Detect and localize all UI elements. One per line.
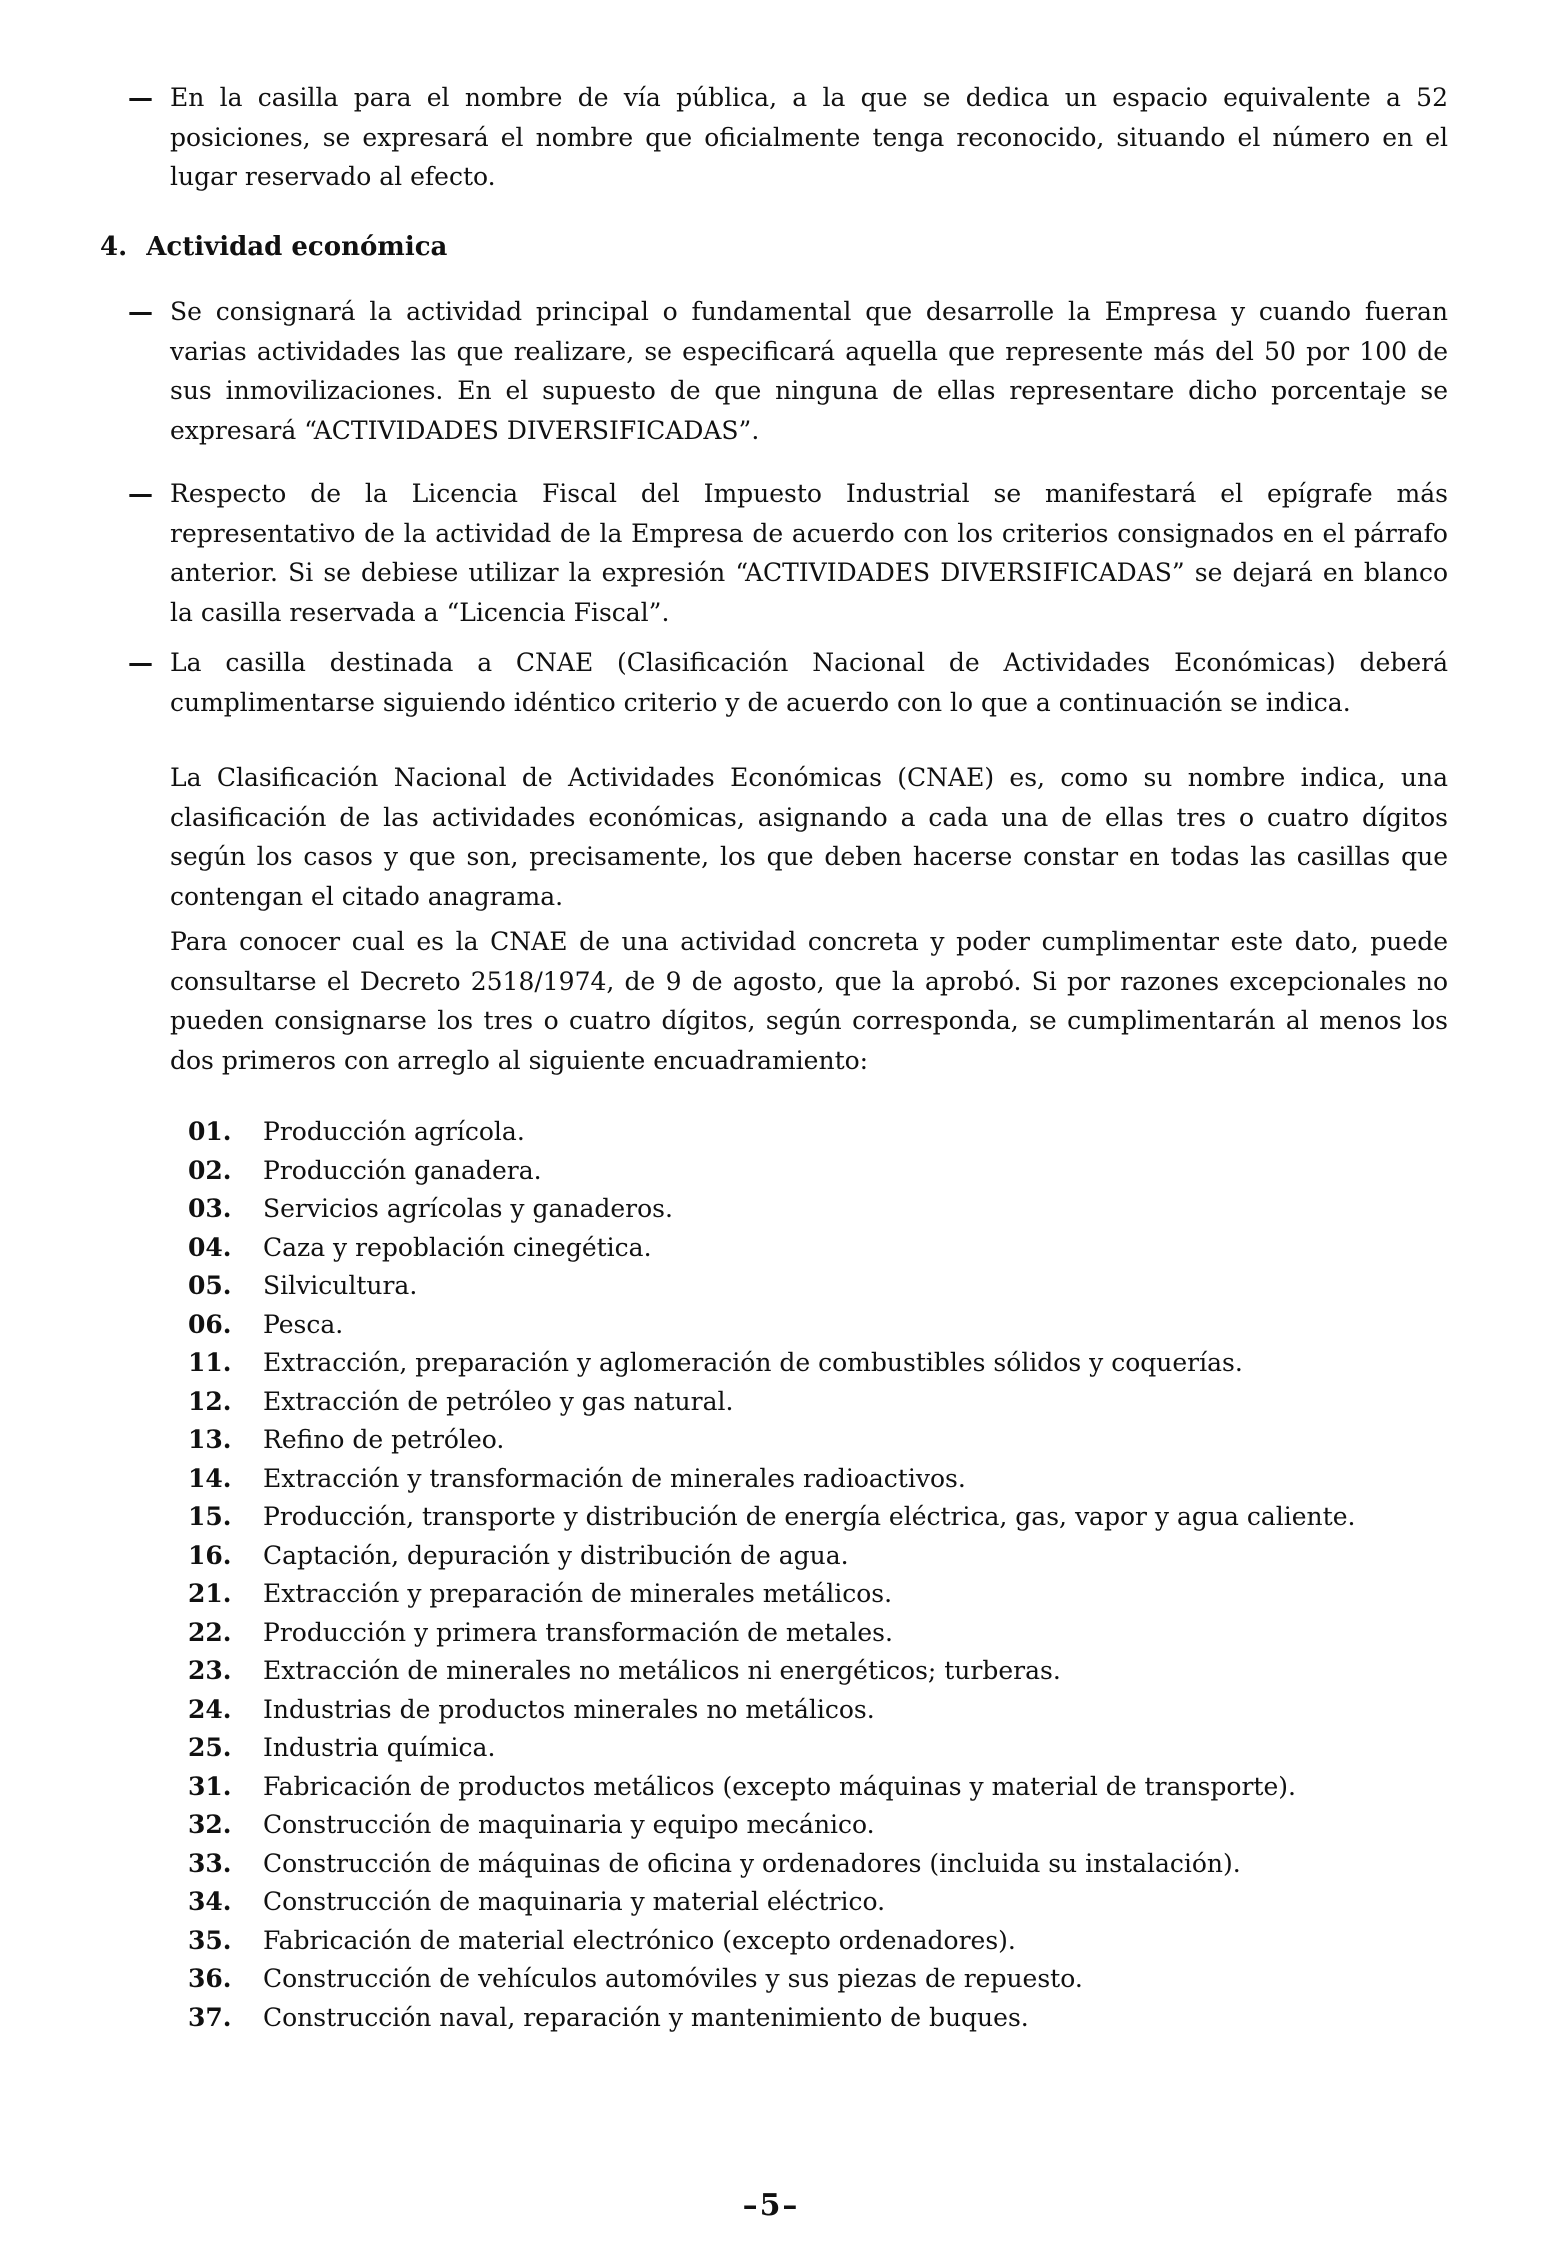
list-item	[188, 1421, 1448, 1460]
list-code: 23.	[188, 1656, 232, 1685]
list-item	[188, 1152, 1448, 1191]
list-code: 33.	[188, 1848, 232, 1878]
list-code: 03.	[188, 1194, 232, 1223]
list-label: Construcción de maquinaria y equipo mecánico.	[263, 1810, 875, 1839]
list-code: 35.	[188, 1925, 232, 1955]
list-item	[188, 1306, 1448, 1345]
list-code: 04.	[188, 1232, 232, 1262]
list-item	[188, 1999, 1448, 2038]
list-code: 11.	[188, 1348, 232, 1377]
list-label: Extracción y preparación de minerales metálicos.	[263, 1579, 893, 1608]
list-label: Construcción naval, reparación y mantenimiento de buques.	[263, 2002, 1029, 2032]
list-code: 32.	[188, 1810, 232, 1839]
bullet-dash: —	[128, 479, 153, 508]
list-label: Industria química.	[263, 1733, 496, 1762]
list-item	[188, 1229, 1448, 1268]
list-label: Refino de petróleo.	[263, 1425, 505, 1454]
list-code: 36.	[188, 1964, 232, 1993]
list-code: 22.	[188, 1617, 232, 1647]
list-label: Construcción de máquinas de oficina y ordenadores (incluida su instalación).	[263, 1848, 1241, 1878]
list-item	[188, 1344, 1448, 1383]
section-title: Actividad económica	[146, 232, 448, 262]
list-label: Servicios agrícolas y ganaderos.	[263, 1194, 673, 1223]
list-item	[188, 1768, 1448, 1807]
list-item	[188, 1498, 1448, 1537]
paragraph-cnae-consulta: Para conocer cual es la CNAE de una actividad concreta y poder cumplimentar este dato, puede consultarse el Decreto 2518/1974, de 9 de agosto, que la aprobó. Si por razones excepcionales no pueden consignarse los tres o cuatro dígitos, según corresponda, se cumplimentarán al menos los dos primeros con arreglo al siguiente encuadramiento:	[170, 927, 1448, 1075]
list-item	[188, 1113, 1448, 1152]
list-code: 24.	[188, 1694, 232, 1724]
list-code: 06.	[188, 1309, 232, 1339]
list-label: Industrias de productos minerales no metálicos.	[263, 1694, 875, 1724]
list-label: Extracción, preparación y aglomeración de combustibles sólidos y coquerías.	[263, 1348, 1243, 1377]
bullet-text: La casilla destinada a CNAE (Clasificación Nacional de Actividades Económicas) deberá cumplimentarse siguiendo idéntico criterio y de acuerdo con lo que a continuación se indica.	[170, 648, 1448, 717]
bullet-text: Se consignará la actividad principal o fundamental que desarrolle la Empresa y cuando fueran varias actividades las que realizare, se especificará aquella que represente más del 50 por 100 de sus inmovilizaciones. En el supuesto de que ninguna de ellas representare dicho porcentaje se expresará “ACTIVIDADES DIVERSIFICADAS”.	[170, 297, 1448, 445]
list-code: 16.	[188, 1540, 232, 1570]
list-code: 02.	[188, 1155, 232, 1185]
list-label: Producción ganadera.	[263, 1155, 542, 1185]
list-item	[188, 1575, 1448, 1614]
list-label: Silvicultura.	[263, 1271, 418, 1300]
bullet-dash: —	[128, 648, 153, 677]
section-heading	[100, 232, 447, 262]
list-code: 05.	[188, 1271, 232, 1300]
cnae-code-list	[188, 1113, 1448, 2037]
list-item	[188, 1614, 1448, 1653]
list-code: 31.	[188, 1771, 232, 1801]
list-item	[188, 1883, 1448, 1922]
bullet-text: Respecto de la Licencia Fiscal del Impuesto Industrial se manifestará el epígrafe más representativo de la actividad de la Empresa de acuerdo con los criterios consignados en el párrafo anterior. Si se debiese utilizar la expresión “ACTIVIDADES DIVERSIFICADAS” se dejará en blanco la casilla reservada a “Licencia Fiscal”.	[170, 479, 1448, 627]
list-item	[188, 1460, 1448, 1499]
list-code: 12.	[188, 1386, 232, 1416]
list-item	[188, 1383, 1448, 1422]
list-item	[188, 1691, 1448, 1730]
list-item	[188, 1922, 1448, 1961]
list-item	[188, 1190, 1448, 1229]
list-label: Producción y primera transformación de metales.	[263, 1617, 893, 1647]
list-item	[188, 1652, 1448, 1691]
list-label: Producción, transporte y distribución de energía eléctrica, gas, vapor y agua caliente.	[263, 1502, 1356, 1531]
bullet-actividad-principal	[128, 292, 1448, 450]
list-item	[188, 1537, 1448, 1576]
bullet-text: En la casilla para el nombre de vía pública, a la que se dedica un espacio equivalente a 52 posiciones, se expresará el nombre que oficialmente tenga reconocido, situando el número en el lugar reservado al efecto.	[170, 83, 1448, 191]
list-code: 34.	[188, 1887, 232, 1916]
bullet-cnae	[128, 643, 1448, 722]
section-number: 4.	[100, 232, 128, 262]
bullet-dash: —	[128, 83, 153, 112]
list-code: 15.	[188, 1502, 232, 1531]
list-label: Pesca.	[263, 1309, 344, 1339]
list-code: 21.	[188, 1579, 232, 1608]
list-label: Fabricación de material electrónico (excepto ordenadores).	[263, 1925, 1016, 1955]
list-code: 01.	[188, 1117, 232, 1146]
list-label: Construcción de maquinaria y material eléctrico.	[263, 1887, 886, 1916]
page-number: –5–	[742, 2188, 800, 2223]
list-code: 13.	[188, 1425, 232, 1454]
list-item	[188, 1806, 1448, 1845]
list-label: Extracción de minerales no metálicos ni energéticos; turberas.	[263, 1656, 1061, 1685]
list-label: Construcción de vehículos automóviles y sus piezas de repuesto.	[263, 1964, 1083, 1993]
list-label: Extracción y transformación de minerales radioactivos.	[263, 1463, 966, 1493]
paragraph-cnae-definition: La Clasificación Nacional de Actividades Económicas (CNAE) es, como su nombre indica, una clasificación de las actividades económicas, asignando a cada una de ellas tres o cuatro dígitos según los casos y que son, precisamente, los que deben hacerse constar en todas las casillas que contengan el citado anagrama.	[170, 763, 1448, 911]
list-label: Caza y repoblación cinegética.	[263, 1232, 652, 1262]
list-item	[188, 1960, 1448, 1999]
list-item	[188, 1267, 1448, 1306]
list-code: 37.	[188, 2002, 232, 2032]
bullet-via-publica	[128, 78, 1448, 197]
list-label: Extracción de petróleo y gas natural.	[263, 1386, 734, 1416]
list-item	[188, 1729, 1448, 1768]
list-item	[188, 1845, 1448, 1884]
bullet-dash: —	[128, 297, 153, 326]
list-code: 25.	[188, 1733, 232, 1762]
bullet-licencia-fiscal	[128, 474, 1448, 632]
list-code: 14.	[188, 1463, 232, 1493]
list-label: Fabricación de productos metálicos (excepto máquinas y material de transporte).	[263, 1771, 1296, 1801]
list-label: Producción agrícola.	[263, 1117, 525, 1146]
list-label: Captación, depuración y distribución de agua.	[263, 1540, 849, 1570]
